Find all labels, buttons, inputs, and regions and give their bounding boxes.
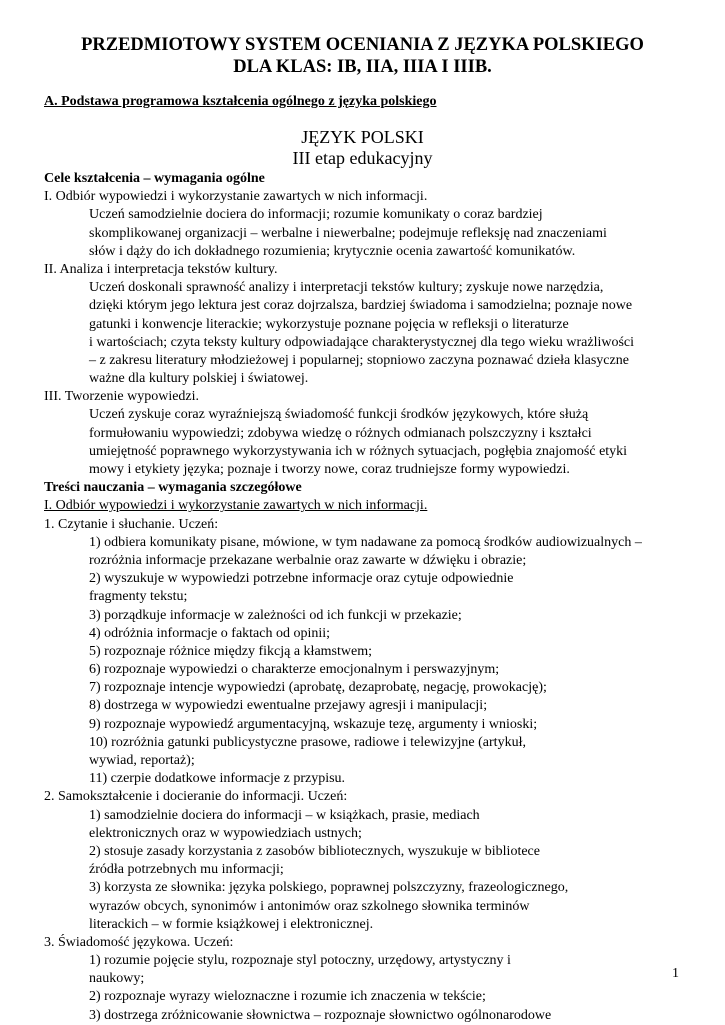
document-title xyxy=(40,34,685,78)
text-line: 2) wyszukuje w wypowiedzi potrzebne informacje oraz cytuje odpowiednie xyxy=(89,571,514,587)
text-line: Uczeń zyskuje coraz wyraźniejszą świadomość funkcji środków językowych, które służą xyxy=(89,407,589,423)
text-line: 2. Samokształcenie i docieranie do informacji. Uczeń: xyxy=(44,789,348,805)
text-line: fragmenty tekstu; xyxy=(89,589,188,605)
section-heading: Treści nauczania – wymagania szczegółowe xyxy=(44,480,302,496)
text-line: 1) samodzielnie dociera do informacji – w książkach, prasie, mediach xyxy=(89,807,480,823)
text-line: 3) dostrzega zróżnicowanie słownictwa – rozpoznaje słownictwo ogólnonarodowe xyxy=(89,1007,552,1023)
text-line: 3) korzysta ze słownika: języka polskiego, poprawnej polszczyzny, frazeologicznego, xyxy=(89,880,569,896)
text-line: wyrazów obcych, synonimów i antonimów oraz szkolnego słownika terminów xyxy=(89,898,530,914)
text-line: 2) stosuje zasady korzystania z zasobów bibliotecznych, wyszukuje w bibliotece xyxy=(89,843,540,859)
document-title-line-2: DLA KLAS: IB, IIA, IIIA I IIIB. xyxy=(233,57,492,77)
text-line: słów i dąży do ich dokładnego rozumienia; krytycznie ocenia zawartość komunikatów. xyxy=(89,243,576,259)
text-line: 1. Czytanie i słuchanie. Uczeń: xyxy=(44,516,219,532)
text-line: elektronicznych oraz w wypowiedziach ustnych; xyxy=(89,825,362,841)
text-line: ważne dla kultury polskiej i światowej. xyxy=(89,371,309,387)
text-line: 4) odróżnia informacje o faktach od opinii; xyxy=(89,625,331,641)
text-line: 5) rozpoznaje różnice między fikcją a kłamstwem; xyxy=(89,643,372,659)
text-line: 1) odbiera komunikaty pisane, mówione, w tym nadawane za pomocą środków audiowizualnych – xyxy=(89,534,642,550)
text-line: skomplikowanej organizacji – werbalne i niewerbalne; podejmuje refleksję nad znaczeniami xyxy=(89,225,607,241)
text-line: II. Analiza i interpretacja tekstów kultury. xyxy=(44,261,278,277)
text-line: I. Odbiór wypowiedzi i wykorzystanie zawartych w nich informacji. xyxy=(44,498,428,514)
text-line: formułowaniu wypowiedzi; zdobywa wiedzę o różnych odmianach polszczyzny i kształci xyxy=(89,425,592,441)
text-line: 3. Świadomość językowa. Uczeń: xyxy=(44,934,234,950)
page-number: 1 xyxy=(672,966,679,981)
text-line: źródła potrzebnych mu informacji; xyxy=(89,862,284,878)
text-line: 11) czerpie dodatkowe informacje z przypisu. xyxy=(89,771,346,787)
document-body xyxy=(44,170,684,1025)
text-line: 3) porządkuje informacje w zależności od ich funkcji w przekazie; xyxy=(89,607,462,623)
document-title-line-1: PRZEDMIOTOWY SYSTEM OCENIANIA Z JĘZYKA POLSKIEGO xyxy=(81,35,644,55)
subject-heading xyxy=(40,127,685,169)
text-line: rozróżnia informacje przekazane werbalnie oraz zawarte w dźwięku i obrazie; xyxy=(89,552,527,568)
text-line: 6) rozpoznaje wypowiedzi o charakterze emocjonalnym i perswazyjnym; xyxy=(89,662,500,678)
text-line: wywiad, reportaż); xyxy=(89,753,195,768)
text-line: gatunki i konwencje literackie; wykorzystuje poznane pojęcia w refleksji o literaturze xyxy=(89,316,569,332)
text-line: 8) dostrzega w wypowiedzi ewentualne przejawy agresji i manipulacji; xyxy=(89,698,488,714)
text-line: naukowy; xyxy=(89,971,145,987)
subject-stage: III etap edukacyjny xyxy=(292,148,433,168)
section-heading: Cele kształcenia – wymagania ogólne xyxy=(44,171,265,186)
text-line: I. Odbiór wypowiedzi i wykorzystanie zawartych w nich informacji. xyxy=(44,189,428,205)
text-line: 10) rozróżnia gatunki publicystyczne prasowe, radiowe i telewizyjne (artykuł, xyxy=(89,734,526,750)
text-line: 9) rozpoznaje wypowiedź argumentacyjną, wskazuje tezę, argumenty i wnioski; xyxy=(89,716,538,732)
text-line: Uczeń doskonali sprawność analizy i interpretacji tekstów kultury; zyskuje nowe narzędzia, xyxy=(89,280,604,296)
text-line: literackich – w formie książkowej i elektronicznej. xyxy=(89,916,374,932)
section-a-heading: A. Podstawa programowa kształcenia ogólnego z języka polskiego xyxy=(44,94,437,109)
text-line: umiejętność poprawnego wykorzystywania ich w różnych sytuacjach, pogłębia znajomość etyki xyxy=(89,443,628,459)
text-line: dzięki którym jego lektura jest coraz dojrzalsza, bardziej świadoma i samodzielna; poznaje nowe xyxy=(89,298,633,314)
text-line: III. Tworzenie wypowiedzi. xyxy=(44,389,200,405)
text-line: mowy i etykiety języka; poznaje i tworzy nowe, coraz trudniejsze formy wypowiedzi. xyxy=(89,462,570,477)
subject-name: JĘZYK POLSKI xyxy=(301,127,424,147)
text-line: 1) rozumie pojęcie stylu, rozpoznaje styl potoczny, urzędowy, artystyczny i xyxy=(89,953,511,969)
text-line: 7) rozpoznaje intencje wypowiedzi (aprobatę, dezaprobatę, negację, prowokację); xyxy=(89,680,547,696)
text-line: – z zakresu literatury młodzieżowej i popularnej; stopniowo zaczyna poznawać dzieła klasyczne xyxy=(89,352,629,368)
text-line: 2) rozpoznaje wyrazy wieloznaczne i rozumie ich znaczenia w tekście; xyxy=(89,989,486,1005)
text-line: i wartościach; czyta teksty kultury odpowiadające charakterystycznej dla tego wieku wrażliwości xyxy=(89,334,635,350)
text-line: Uczeń samodzielnie dociera do informacji; rozumie komunikaty o coraz bardziej xyxy=(89,207,543,223)
